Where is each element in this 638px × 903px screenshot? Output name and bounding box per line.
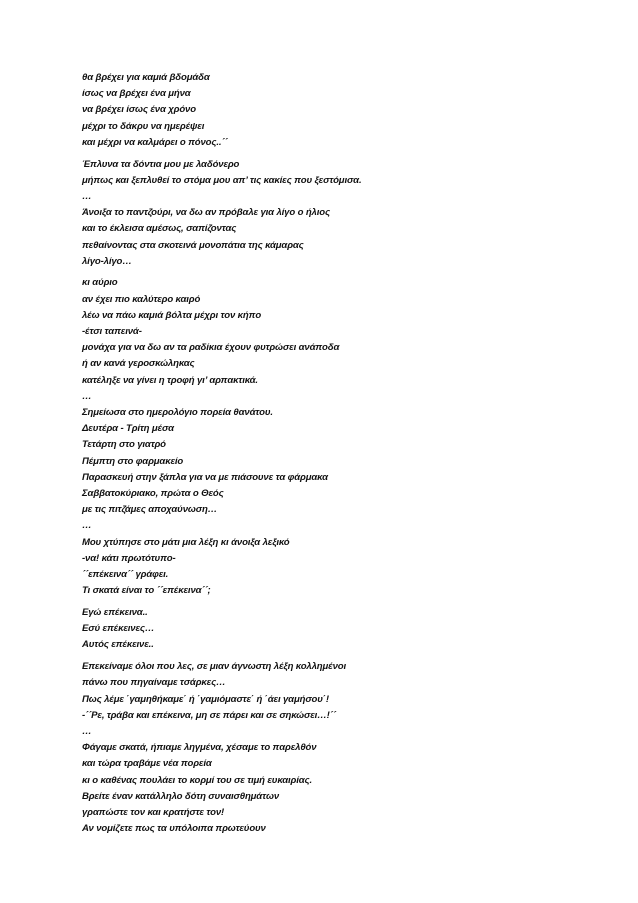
poem-line: ίσως να βρέχει ένα μήνα — [82, 88, 191, 100]
poem-line: πεθαίνοντας στα σκοτεινά μονοπάτια της κάμαρας — [82, 239, 304, 251]
poem-line: ή αν κανά γεροσκώληκας — [82, 358, 195, 370]
stanza — [82, 275, 602, 599]
poem-line: λέω να πάω καμιά βόλτα μέχρι τον κήπο — [82, 309, 262, 321]
poem-line: … — [82, 520, 92, 532]
poem-line: κατέληξε να γίνει η τροφή γι’ αρπακτικά. — [82, 374, 258, 386]
poem-line: με τις πιτζάμες αποχαύνωση… — [82, 504, 218, 516]
poem-line: να βρέχει ίσως ένα χρόνο — [82, 104, 196, 116]
poem-line: Φάγαμε σκατά, ήπιαμε ληγμένα, χέσαμε το παρελθόν — [82, 742, 317, 754]
poem-text — [82, 70, 602, 843]
poem-line: λίγο-λίγο… — [82, 255, 132, 267]
poem-line: Μου χτύπησε στο μάτι μια λέξη κι άνοιξα λεξικό — [82, 536, 290, 548]
poem-line: και το έκλεισα αμέσως, σαπίζοντας — [82, 223, 237, 235]
poem-line: κι αύριο — [82, 277, 118, 289]
poem-line: Πως λέμε ΄γαμηθήκαμε΄ ή ΄γαμιόμαστε΄ ή ΄άει γαμήσου΄! — [82, 693, 329, 705]
poem-line: πάνω που πηγαίναμε τσάρκες… — [82, 677, 226, 689]
poem-line: Επεκείναμε όλοι που λες, σε μιαν άγνωστη λέξη κολλημένοι — [82, 661, 346, 673]
poem-line: μονάχα για να δω αν τα ραδίκια έχουν φυτρώσει ανάποδα — [82, 342, 340, 354]
poem-line: ´´επέκεινα´´ γράφει. — [82, 569, 169, 581]
stanza — [82, 70, 602, 151]
poem-line: Αν νομίζετε πως τα υπόλοιπα πρωτεύουν — [82, 823, 266, 835]
poem-line: Δευτέρα - Τρίτη μέσα — [82, 423, 174, 435]
poem-line: Εγώ επέκεινα.. — [82, 607, 148, 618]
poem-line: -έτσι ταπεινά- — [82, 326, 142, 338]
poem-line: Άνοιξα το παντζούρι, να δω αν πρόβαλε για λίγο ο ήλιος — [82, 207, 330, 219]
poem-line: Πέμπτη στο φαρμακείο — [82, 455, 184, 467]
poem-line: Παρασκευή στην ξάπλα για να με πιάσουνε τα φάρμακα — [82, 471, 328, 483]
poem-line: Τετάρτη στο γιατρό — [82, 439, 166, 451]
poem-line: κι ο καθένας πουλάει το κορμί του σε τιμή ευκαιρίας. — [82, 774, 313, 786]
poem-line: θα βρέχει για καμιά βδομάδα — [82, 72, 210, 83]
poem-line: και τώρα τραβάμε νέα πορεία — [82, 758, 212, 770]
poem-line: -να! κάτι πρωτότυπο- — [82, 552, 176, 564]
poem-line: … — [82, 390, 92, 402]
poem-line: μήπως και ξεπλυθεί το στόμα μου απ’ τις κακίες που ξεστόμισα. — [82, 174, 362, 186]
poem-line: γραπώστε τον και κρατήστε τον! — [82, 806, 225, 818]
poem-line: αν έχει πιο καλύτερο καιρό — [82, 293, 201, 305]
poem-line: Βρείτε έναν κατάλληλο δότη συναισθημάτων — [82, 790, 280, 802]
stanza — [82, 157, 602, 270]
stanza — [82, 659, 602, 837]
poem-line: μέχρι το δάκρυ να ημερέψει — [82, 120, 205, 132]
poem-line: -´´Ρε, τράβα και επέκεινα, μη σε πάρει και σε σηκώσει…!´´ — [82, 709, 336, 721]
poem-line: Σαββατοκύριακο, πρώτα ο Θεός — [82, 488, 224, 500]
poem-line: Εσύ επέκεινες… — [82, 623, 155, 635]
poem-line: Σημείωσα στο ημερολόγιο πορεία θανάτου. — [82, 407, 273, 419]
poem-line: … — [82, 725, 92, 737]
poem-line: Τι σκατά είναι το ´´επέκεινα´´; — [82, 585, 211, 597]
poem-line: και μέχρι να καλμάρει ο πόνος..´´ — [82, 136, 228, 148]
poem-line: Αυτός επέκεινε.. — [82, 639, 154, 651]
poem-line: Έπλυνα τα δόντια μου με λαδόνερο — [82, 158, 240, 170]
stanza — [82, 605, 602, 654]
poem-line: … — [82, 190, 92, 202]
